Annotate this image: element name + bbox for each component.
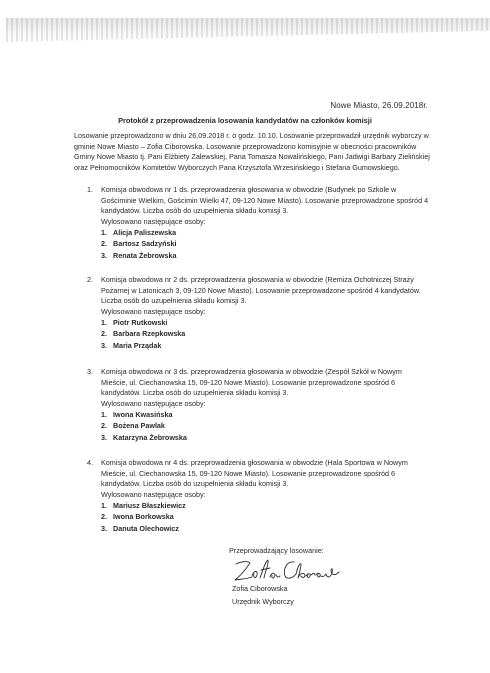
drawn-person-number: 3.: [101, 250, 107, 260]
drawn-person-number: 3.: [101, 340, 107, 350]
document-date: Nowe Miasto, 26.09.2018r.: [330, 101, 428, 110]
signature-label: Przeprowadzający losowanie:: [229, 546, 324, 555]
drawn-person: [101, 250, 430, 261]
intro-paragraph: Losowanie przeprowadzono w dniu 26.09.2018 r. o godz. 10.10. Losowanie przeprowadził urzędnik wyborczy w gminie Nowe Miasto – Zofia Ciborowska. Losowanie przeprowadzono komisyjnie w obecności pracowników Gminy Nowe Miasto tj. Pani Elżbiety Zalewskiej, Pana Tomasza Nowalińskiego, Pani Jadwigi Barbary Zielińskiej oraz Pełnomocników Komitetów Wyborczych Pana Krzysztofa Wrzesińskiego i Stefana Gumowskiego.: [74, 131, 430, 172]
drawn-persons-list: [101, 500, 430, 534]
drawn-person: [101, 432, 430, 443]
commission-item-body: [101, 275, 430, 351]
drawn-person: [101, 511, 430, 522]
commission-item-body: [101, 185, 430, 261]
commission-description: Komisja obwodowa nr 3 ds. przeprowadzenia głosowania w obwodzie (Zespół Szkół w Nowym Mieście, ul. Ciechanowska 15, 09-120 Nowe Miasto). Losowanie przeprowadzone spośród 6 kandydatów. Liczba osób do uzupełnienia składu komisji 3.: [101, 367, 402, 397]
commission-description: Komisja obwodowa nr 1 ds. przeprowadzenia głosowania w obwodzie (Budynek po Szkole w Gościminie Wielkim, Gościmin Wielki 47, 09-120 Nowe Miasto). Losowanie przeprowadzone spośród 4 kandydatów. Liczba osób do uzupełnienia składu komisji 3.: [101, 185, 429, 215]
commission-item-number: 1.: [87, 185, 93, 194]
drawn-persons-label: Wylosowano następujące osoby:: [101, 216, 206, 226]
drawn-person-name: Alicja Paliszewska: [113, 228, 177, 237]
drawn-persons-label: Wylosowano następujące osoby:: [101, 306, 206, 316]
commission-item-number: 3.: [87, 367, 93, 376]
document-title: Protokół z przeprowadzenia losowania kandydatów na członków komisji: [118, 116, 372, 125]
handwritten-signature: [232, 556, 344, 584]
scan-artifact: [6, 18, 490, 50]
commission-item: [74, 185, 430, 261]
drawn-person-number: 2.: [101, 512, 107, 522]
drawn-person: [101, 328, 430, 339]
drawn-person-name: Maria Prządak: [113, 340, 162, 350]
drawn-person-name: Bartosz Sadzyński: [113, 239, 177, 249]
commission-item-body: [101, 367, 430, 443]
commission-item-number: 4.: [87, 458, 93, 467]
drawn-person: [101, 227, 430, 238]
drawn-persons-label: Wylosowano następujące osoby:: [101, 489, 206, 499]
commission-item-number: 2.: [87, 275, 93, 284]
drawn-persons-label: Wylosowano następujące osoby:: [101, 398, 206, 408]
commission-description: Komisja obwodowa nr 4 ds. przeprowadzenia głosowania w obwodzie (Hala Sportowa w Nowym Mieście, ul. Ciechanowska 15, 09-120 Nowe Miasto). Losowanie przeprowadzone spośród 6 kandydatów. Liczba osób do uzupełnienia składu komisji 3.: [101, 458, 408, 488]
drawn-person-number: 2.: [101, 329, 107, 339]
drawn-person: [101, 409, 430, 420]
signature-block: [229, 545, 324, 556]
drawn-person-number: 3.: [101, 432, 107, 442]
drawn-person: [101, 317, 430, 328]
drawn-person-name: Mariusz Błaszkiewicz: [113, 501, 186, 510]
drawn-person: [101, 340, 430, 351]
drawn-persons-list: [101, 409, 430, 443]
drawn-person: [101, 238, 430, 249]
drawn-persons-list: [101, 227, 430, 261]
commission-description: Komisja obwodowa nr 2 ds. przeprowadzenia głosowania w obwodzie (Remiza Ochotniczej Straży Pożarnej w Latonicach 3, 09-120 Nowe Miasto). Losowanie przeprowadzone spośród 4 kandydatów. Liczba osób do uzupełnienia składu komisji 3.: [101, 275, 421, 305]
drawn-person: [101, 420, 430, 431]
drawn-person-number: 1.: [101, 228, 107, 237]
drawn-person-name: Piotr Rutkowski: [113, 318, 168, 327]
commission-item: [74, 458, 430, 534]
commission-item-body: [101, 458, 430, 534]
drawn-person-name: Danuta Olechowicz: [113, 523, 179, 533]
drawn-person-name: Iwona Borkowska: [113, 512, 174, 522]
signatory-role: Urzędnik Wyborczy: [232, 597, 294, 606]
drawn-person: [101, 500, 430, 511]
drawn-person-number: 2.: [101, 421, 107, 431]
drawn-person-name: Renata Żebrowska: [113, 250, 177, 260]
drawn-person-name: Katarzyna Żebrowska: [113, 432, 187, 442]
drawn-person-name: Barbara Rzepkowska: [113, 329, 186, 339]
commission-item: [74, 275, 430, 351]
drawn-person-number: 3.: [101, 523, 107, 533]
drawn-persons-list: [101, 317, 430, 351]
drawn-person-number: 2.: [101, 239, 107, 249]
drawn-person-number: 1.: [101, 410, 107, 419]
drawn-person-number: 1.: [101, 318, 107, 327]
drawn-person-number: 1.: [101, 501, 107, 510]
drawn-person-name: Bożena Pawlak: [113, 421, 165, 431]
drawn-person-name: Iwona Kwasińska: [113, 410, 173, 419]
drawn-person: [101, 523, 430, 534]
signatory-name: Zofia Ciborowska: [232, 584, 288, 593]
commission-item: [74, 367, 430, 443]
